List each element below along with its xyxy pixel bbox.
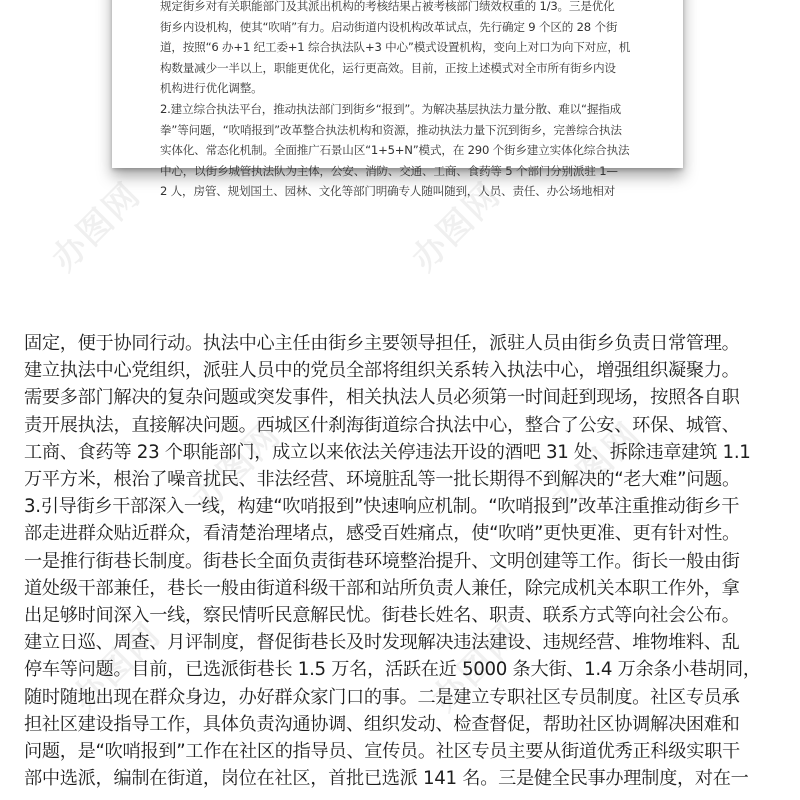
- body-line: 道处级干部兼任，巷长一般由街道科级干部和站所负责人兼任，除完成机关本职工作外，拿: [24, 577, 740, 599]
- preview-line: 中心，以街乡城管执法队为主体，公安、消防、交通、工商、食药等 5 个部门分别派驻 1—: [160, 163, 618, 178]
- watermark: 办图网: [44, 174, 149, 280]
- body-line: 万平方米，根治了噪音扰民、非法经营、环境脏乱等一批长期得不到解决的“老大难”问题。: [24, 469, 740, 491]
- preview-line: 构数量减少一半以上，职能更优化，运行更高效。目前，正按上述模式对全市所有街乡内设: [160, 60, 616, 75]
- body-line: 随时随地出现在群众身边，办好群众家门口的事。二是建立专职社区专员制度。社区专员承: [24, 686, 740, 708]
- preview-line: 实体化、常态化机制。全面推广石景山区“1+5+N”模式，在 290 个街乡建立实体化综合执法: [160, 143, 630, 158]
- body-line: 担社区建设指导工作，具体负责沟通协调、组织发动、检查督促，帮助社区协调解决困难和: [24, 713, 740, 735]
- body-paragraph: [24, 330, 780, 792]
- watermark: 办图网: [544, 414, 649, 520]
- watermark: 办图网: [424, 614, 529, 720]
- preview-line: 街乡内设机构，使其“吹哨”有力。启动街道内设机构改革试点，先行确定 9 个区的 28 个街: [160, 19, 618, 34]
- body-line: 出足够时间深入一线，察民情听民意解民忧。街巷长姓名、职责、联系方式等向社会公布。: [24, 605, 740, 627]
- preview-line: 2.建立综合执法平台，推动执法部门到街乡“报到”。为解决基层执法力量分散、难以“握指成: [160, 101, 622, 116]
- preview-line: 道，按照“6 办+1 纪工委+1 综合执法队+3 中心”模式设置机构，变向上对口为向下对应，机: [160, 40, 631, 55]
- body-line: 工商、食药等 23 个职能部门，成立以来依法关停违法开设的酒吧 31 处、拆除违章建筑 1.1: [24, 441, 751, 463]
- body-line: 部中选派，编制在街道，岗位在社区，首批已选派 141 名。三是健全民事办理制度，对在一: [24, 768, 749, 790]
- body-line: 建立日巡、周查、月评制度，督促街巷长及时发现解决违法建设、违规经营、堆物堆料、乱: [24, 632, 740, 654]
- body-line: 建立执法中心党组织，派驻人员中的党员全部将组织关系转入执法中心，增强组织凝聚力。: [24, 360, 740, 382]
- watermark: 办图网: [184, 414, 289, 520]
- body-line: 需要多部门解决的复杂问题或突发事件，相关执法人员必须第一时间赶到现场，按照各自职: [24, 387, 740, 409]
- preview-line: 2 人，房管、规划国土、园林、文化等部门明确专人随叫随到，人员、责任、办公场地相对: [160, 184, 616, 199]
- body-line: 3.引导街乡干部深入一线，构建“吹哨报到”快速响应机制。“吹哨报到”改革注重推动街乡干: [24, 496, 740, 518]
- body-line: 部走进群众贴近群众，看清楚治理堵点，感受百姓痛点，使“吹哨”更快更准、更有针对性。: [24, 523, 740, 545]
- preview-text: [160, 0, 640, 202]
- body-line: 责开展执法，直接解决问题。西城区什刹海街道综合执法中心，整合了公安、环保、城管、: [24, 414, 740, 436]
- body-line: 固定，便于协同行动。执法中心主任由街乡主要领导担任，派驻人员由街乡负责日常管理。: [24, 333, 740, 354]
- body-line: 一是推行街巷长制度。街巷长全面负责街巷环境整治提升、文明创建等工作。街长一般由街: [24, 550, 740, 572]
- preview-line: 规定街乡对有关职能部门及其派出机构的考核结果占被考核部门绩效权重的 1/3。三是优化: [160, 0, 615, 13]
- preview-line: 拳”等问题，“吹哨报到”改革整合执法机构和资源，推动执法力量下沉到街乡，完善综合执法: [160, 122, 622, 137]
- watermark: 办图网: [404, 174, 509, 280]
- watermark: 办图网: [64, 614, 169, 720]
- body-line: 停车等问题。目前，已选派街巷长 1.5 万名，活跃在近 5000 条大街、1.4 万余条小巷胡同，: [24, 659, 761, 681]
- document-preview-card: [112, 0, 683, 199]
- preview-line: 机构进行优化调整。: [160, 81, 263, 96]
- body-line: 问题，是“吹哨报到”工作在社区的指导员、宣传员。社区专员主要从街道优秀正科级实职干: [24, 741, 740, 763]
